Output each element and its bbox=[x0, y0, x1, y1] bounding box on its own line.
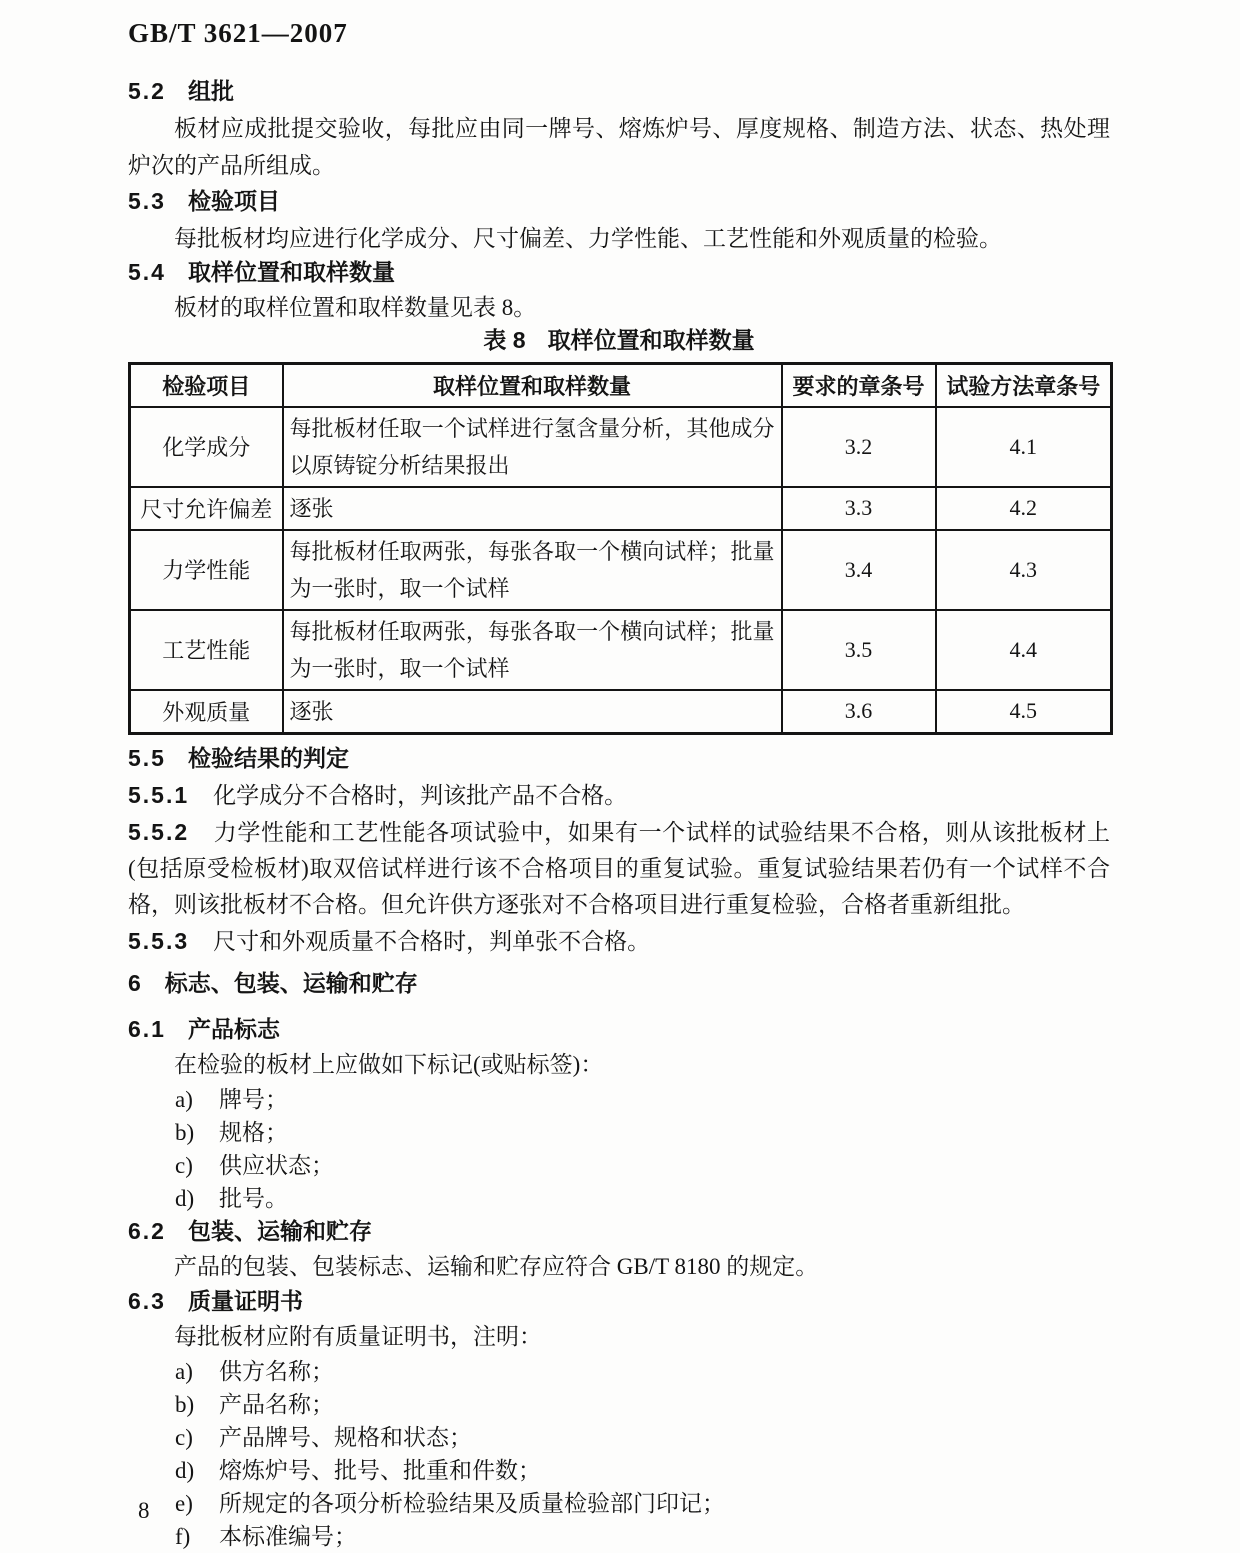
table-8-caption-label: 表 8 bbox=[483, 327, 526, 353]
list-item-marker: a) bbox=[175, 1358, 193, 1384]
cell-item: 尺寸允许偏差 bbox=[130, 487, 283, 530]
table-8-caption-title: 取样位置和取样数量 bbox=[547, 327, 755, 353]
heading-6-title: 标志、包装、运输和贮存 bbox=[164, 969, 418, 996]
list-item bbox=[128, 1182, 1110, 1215]
cell-item: 工艺性能 bbox=[130, 610, 283, 690]
clause-5-5-3-text: 尺寸和外观质量不合格时，判单张不合格。 bbox=[213, 928, 651, 954]
list-item-marker: e) bbox=[175, 1490, 193, 1516]
heading-6-2-title: 包装、运输和贮存 bbox=[187, 1217, 372, 1244]
heading-6-2-number: 6.2 bbox=[128, 1217, 166, 1244]
standard-code: GB/T 3621—2007 bbox=[128, 18, 348, 48]
list-item bbox=[128, 1487, 1110, 1520]
list-item-text: 供方名称； bbox=[219, 1358, 334, 1384]
heading-5-5-number: 5.5 bbox=[128, 744, 166, 771]
list-item bbox=[128, 1421, 1110, 1454]
table-header-requirement: 要求的章条号 bbox=[782, 364, 936, 407]
list-item bbox=[128, 1454, 1110, 1487]
cell-requirement: 3.2 bbox=[782, 407, 936, 487]
list-item bbox=[128, 1116, 1110, 1149]
cell-requirement: 3.6 bbox=[782, 690, 936, 734]
table-row bbox=[130, 487, 1112, 530]
cell-method: 每批板材任取两张，每张各取一个横向试样；批量为一张时，取一个试样 bbox=[283, 610, 782, 690]
table-header-row bbox=[130, 364, 1112, 407]
heading-5-3 bbox=[128, 186, 1110, 216]
heading-6-1-title: 产品标志 bbox=[187, 1015, 280, 1042]
table-row bbox=[130, 530, 1112, 610]
heading-6-1-number: 6.1 bbox=[128, 1015, 166, 1042]
paragraph-6-3: 每批板材应附有质量证明书，注明： bbox=[174, 1323, 542, 1349]
list-item-marker: f) bbox=[175, 1523, 191, 1549]
heading-6-3-title: 质量证明书 bbox=[187, 1287, 303, 1314]
list-item bbox=[128, 1520, 1110, 1553]
cell-test-method: 4.3 bbox=[936, 530, 1112, 610]
list-item-marker: c) bbox=[175, 1152, 193, 1178]
heading-5-4 bbox=[128, 257, 1110, 287]
clause-5-5-1 bbox=[128, 777, 1110, 814]
list-item-marker: a) bbox=[175, 1086, 193, 1112]
list-item-text: 本标准编号； bbox=[219, 1523, 357, 1549]
heading-6-1 bbox=[128, 1014, 1110, 1044]
list-item-marker: d) bbox=[175, 1457, 195, 1483]
list-item-text: 产品牌号、规格和状态； bbox=[219, 1424, 472, 1450]
clause-5-5-3 bbox=[128, 923, 1110, 960]
list-item-marker: c) bbox=[175, 1424, 193, 1450]
cell-requirement: 3.4 bbox=[782, 530, 936, 610]
clause-5-5-1-number: 5.5.1 bbox=[128, 781, 190, 808]
table-8-caption bbox=[128, 326, 1110, 354]
cell-test-method: 4.4 bbox=[936, 610, 1112, 690]
list-item-marker: b) bbox=[175, 1119, 195, 1145]
clause-5-5-2-text: 力学性能和工艺性能各项试验中，如果有一个试样的试验结果不合格，则从该批板材上(包括原受检板材)取双倍试样进行该不合格项目的重复试验。重复试验结果若仍有一个试样不合格，则该批板材不合格。但允许供方逐张对不合格项目进行重复检验，合格者重新组批。 bbox=[128, 819, 1110, 917]
paragraph-5-3: 每批板材均应进行化学成分、尺寸偏差、力学性能、工艺性能和外观质量的检验。 bbox=[174, 226, 1002, 251]
cell-requirement: 3.5 bbox=[782, 610, 936, 690]
page-number: 8 bbox=[138, 1498, 150, 1523]
table-header-method: 取样位置和取样数量 bbox=[283, 364, 782, 407]
heading-5-3-number: 5.3 bbox=[128, 188, 166, 214]
table-row bbox=[130, 407, 1112, 487]
cell-requirement: 3.3 bbox=[782, 487, 936, 530]
list-item bbox=[128, 1083, 1110, 1116]
table-header-item: 检验项目 bbox=[130, 364, 283, 407]
heading-6-3-number: 6.3 bbox=[128, 1287, 166, 1314]
table-8 bbox=[128, 362, 1113, 735]
heading-5-3-title: 检验项目 bbox=[187, 188, 280, 214]
cell-method: 逐张 bbox=[283, 487, 782, 530]
clause-5-5-1-text: 化学成分不合格时，判该批产品不合格。 bbox=[213, 782, 628, 808]
heading-5-5-title: 检验结果的判定 bbox=[187, 744, 349, 771]
heading-5-2-title: 组批 bbox=[187, 78, 234, 104]
paragraph-5-2: 板材应成批提交验收，每批应由同一牌号、熔炼炉号、厚度规格、制造方法、状态、热处理炉次的产品所组成。 bbox=[128, 116, 1110, 178]
table-header-test-method: 试验方法章条号 bbox=[936, 364, 1112, 407]
heading-5-2 bbox=[128, 76, 1110, 106]
heading-6-3 bbox=[128, 1286, 1110, 1316]
list-item bbox=[128, 1388, 1110, 1421]
heading-6-2 bbox=[128, 1216, 1110, 1246]
list-item-text: 熔炼炉号、批号、批重和件数； bbox=[219, 1457, 541, 1483]
clause-5-5-2 bbox=[128, 814, 1110, 923]
paragraph-5-4: 板材的取样位置和取样数量见表 8。 bbox=[174, 295, 537, 320]
heading-5-2-number: 5.2 bbox=[128, 78, 166, 104]
list-item-text: 牌号； bbox=[219, 1086, 288, 1112]
heading-5-4-number: 5.4 bbox=[128, 259, 166, 285]
cell-method: 每批板材任取两张，每张各取一个横向试样；批量为一张时，取一个试样 bbox=[283, 530, 782, 610]
cell-item: 力学性能 bbox=[130, 530, 283, 610]
table-row bbox=[130, 610, 1112, 690]
clause-5-5-2-number: 5.5.2 bbox=[128, 818, 190, 845]
list-item bbox=[128, 1149, 1110, 1182]
cell-item: 外观质量 bbox=[130, 690, 283, 734]
cell-test-method: 4.2 bbox=[936, 487, 1112, 530]
clause-5-5-3-number: 5.5.3 bbox=[128, 927, 190, 954]
list-item-marker: d) bbox=[175, 1185, 195, 1211]
cell-test-method: 4.5 bbox=[936, 690, 1112, 734]
list-item-text: 供应状态； bbox=[219, 1152, 334, 1178]
cell-test-method: 4.1 bbox=[936, 407, 1112, 487]
heading-5-5 bbox=[128, 743, 1110, 773]
list-item-text: 规格； bbox=[219, 1119, 288, 1145]
list-item-marker: b) bbox=[175, 1391, 195, 1417]
list-item bbox=[128, 1355, 1110, 1388]
list-item-text: 批号。 bbox=[219, 1185, 288, 1211]
list-item-text: 所规定的各项分析检验结果及质量检验部门印记； bbox=[219, 1490, 725, 1516]
heading-5-4-title: 取样位置和取样数量 bbox=[187, 259, 395, 285]
paragraph-6-2: 产品的包装、包装标志、运输和贮存应符合 GB/T 8180 的规定。 bbox=[174, 1253, 819, 1279]
paragraph-6-1: 在检验的板材上应做如下标记(或贴标签)： bbox=[174, 1051, 604, 1077]
cell-item: 化学成分 bbox=[130, 407, 283, 487]
cell-method: 逐张 bbox=[283, 690, 782, 734]
heading-6 bbox=[128, 968, 1110, 998]
table-row bbox=[130, 690, 1112, 734]
list-item-text: 产品名称； bbox=[219, 1391, 334, 1417]
cell-method: 每批板材任取一个试样进行氢含量分析，其他成分以原铸锭分析结果报出 bbox=[283, 407, 782, 487]
heading-6-number: 6 bbox=[128, 969, 143, 996]
